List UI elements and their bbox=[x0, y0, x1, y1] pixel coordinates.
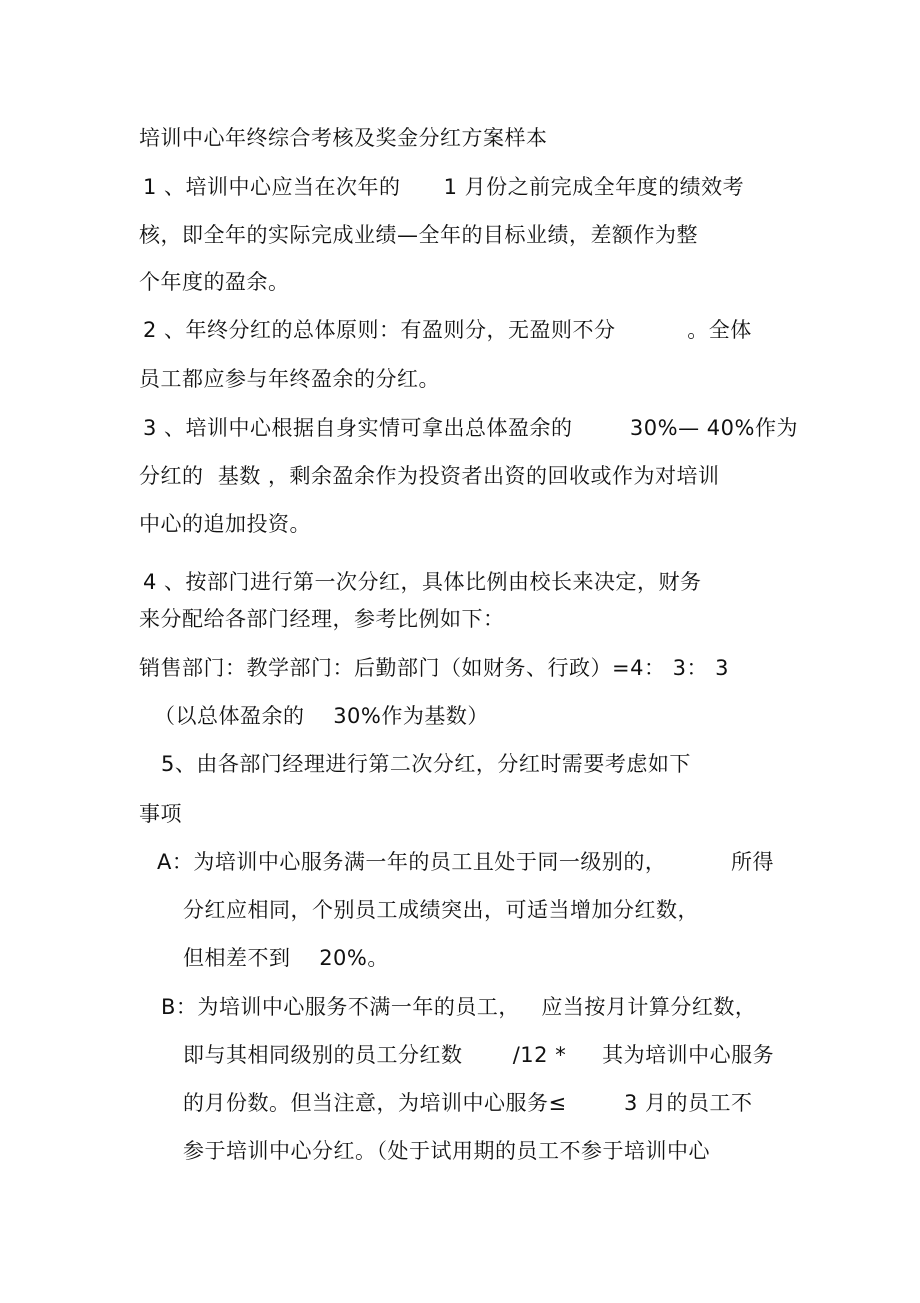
item-b-line: B：为培训中心服务不满一年的员工， 应当按月计算分红数， bbox=[161, 995, 757, 1019]
item-a-line: A：为培训中心服务满一年的员工且处于同一级别的， 所得 bbox=[157, 850, 774, 874]
item-b-line: 即与其相同级别的员工分红数 /12 * 其为培训中心服务 bbox=[183, 1043, 775, 1067]
document-title: 培训中心年终综合考核及奖金分红方案样本 bbox=[139, 126, 548, 150]
ratio-note: （以总体盈余的 30%作为基数） bbox=[154, 704, 489, 728]
paragraph-line: 中心的追加投资。 bbox=[139, 512, 311, 536]
paragraph-line: 分红的 基数 ，剩余盈余作为投资者出资的回收或作为对培训 bbox=[139, 464, 720, 488]
paragraph-line: 员工都应参与年终盈余的分红。 bbox=[139, 367, 440, 391]
paragraph-line: 1 、培训中心应当在次年的 1 月份之前完成全年度的绩效考 bbox=[143, 175, 745, 199]
paragraph-line: 事项 bbox=[139, 802, 182, 826]
paragraph-line: 来分配给各部门经理，参考比例如下： bbox=[139, 607, 505, 631]
ratio-line: 销售部门：教学部门：后勤部门（如财务、行政）=4： 3： 3 bbox=[139, 656, 730, 680]
paragraph-line: 5、由各部门经理进行第二次分红，分红时需要考虑如下 bbox=[161, 752, 691, 776]
paragraph-line: 4 、按部门进行第一次分红，具体比例由校长来决定，财务 bbox=[143, 570, 702, 594]
item-b-line: 的月份数。但当注意，为培训中心服务≤ 3 月的员工不 bbox=[183, 1091, 753, 1115]
item-a-line: 分红应相同，个别员工成绩突出，可适当增加分红数， bbox=[183, 898, 699, 922]
paragraph-line: 3 、培训中心根据自身实情可拿出总体盈余的 30%— 40%作为 bbox=[143, 416, 798, 440]
paragraph-line: 核，即全年的实际完成业绩—全年的目标业绩，差额作为整 bbox=[139, 223, 698, 247]
item-a-line: 但相差不到 20%。 bbox=[183, 946, 389, 970]
item-b-line: 参于培训中心分红。（处于试用期的员工不参于培训中心 bbox=[183, 1139, 710, 1163]
paragraph-line: 个年度的盈余。 bbox=[139, 270, 290, 294]
paragraph-line: 2 、年终分红的总体原则：有盈则分，无盈则不分 。全体 bbox=[143, 318, 752, 342]
